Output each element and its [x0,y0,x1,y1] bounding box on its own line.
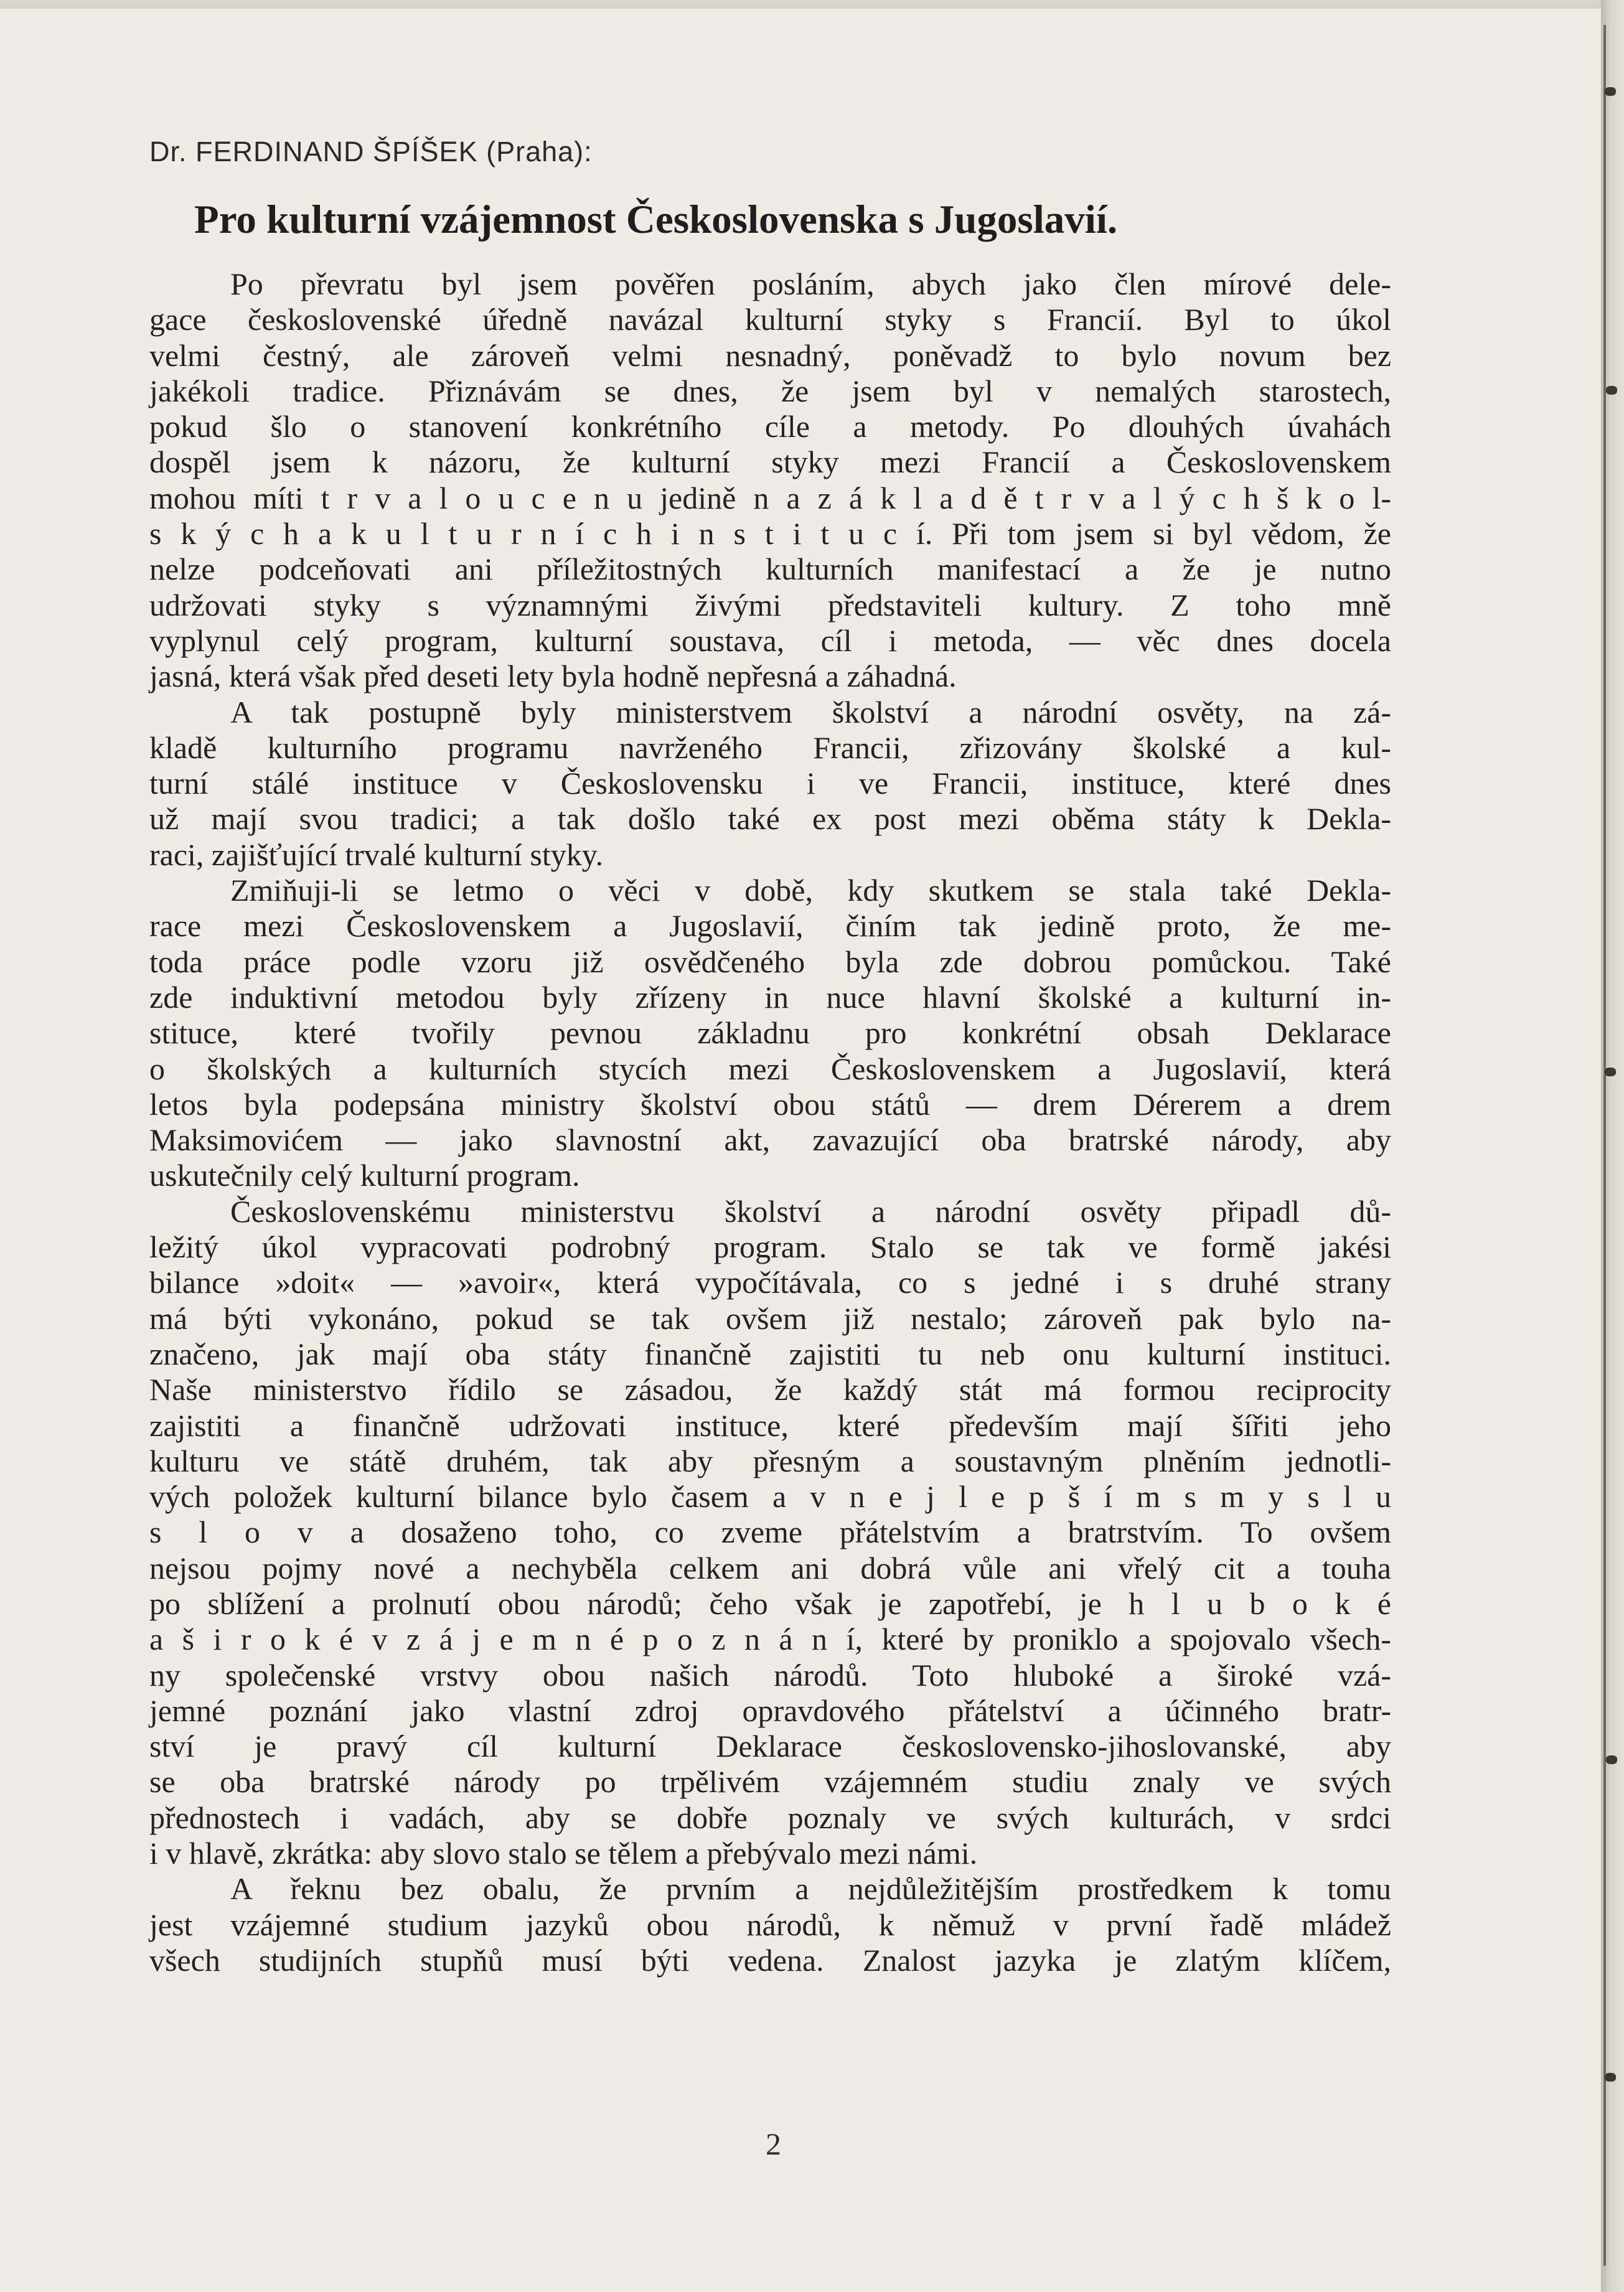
text-line: nejsou pojmy nové a nechyběla celkem ani dobrá vůle ani vřelý cit a touha [149,1550,1391,1585]
text-line: letos byla podepsána ministry školství obou států — drem Dérerem a drem [149,1086,1391,1122]
author-byline: Dr. FERDINAND ŠPÍŠEK (Praha): [149,136,593,167]
text-line: jemné poznání jako vlastní zdroj opravdového přátelství a účinného bratr- [149,1693,1391,1728]
text-line: už mají svou tradici; a tak došlo také ex post mezi oběma státy k Dekla- [149,801,1391,837]
text-line: stituce, které tvořily pevnou základnu pro konkrétní obsah Deklarace [149,1015,1391,1051]
text-line: zde induktivní metodou byly zřízeny in nuce hlavní školské a kulturní in- [149,979,1391,1015]
text-line: Maksimovićem — jako slavnostní akt, zavazující oba bratrské národy, aby [149,1122,1391,1158]
text-line: A řeknu bez obalu, že prvním a nejdůležitějším prostředkem k tomu [230,1871,1391,1907]
text-line: dospěl jsem k názoru, že kulturní styky mezi Francií a Československem [149,444,1391,480]
text-line: a š i r o k é v z á j e m n é p o z n á n í, které by proniklo a spojovalo všech- [149,1622,1391,1657]
text-line: má býti vykonáno, pokud se tak ovšem již nestalo; zároveň pak bylo na- [149,1300,1391,1336]
text-line: kulturu ve státě druhém, tak aby přesným a soustavným plněním jednotli- [149,1443,1391,1478]
text-line: po sblížení a prolnutí obou národů; čeho však je zapotřebí, je h l u b o k é [149,1585,1391,1621]
text-line: přednostech i vadách, aby se dobře poznaly ve svých kulturách, v srdci [149,1800,1391,1835]
binding-mark [1606,386,1617,395]
article-title: Pro kulturní vzájemnost Československa s Jugoslavií. [194,197,1118,242]
text-line: jest vzájemné studium jazyků obou národů, k němuž v první řadě mládež [149,1907,1391,1942]
text-line: Československému ministerstvu školství a národní osvěty připadl dů- [230,1193,1391,1229]
text-line: vyplynul celý program, kulturní soustava, cíl i metoda, — věc dnes docela [149,622,1391,658]
article-body [149,266,1391,1978]
binding-mark [1605,2073,1616,2082]
text-line: mohou míti t r v a l o u c e n u jedině n a z á k l a d ě t r v a l ý c h š k o l- [149,480,1391,515]
text-line: i v hlavě, zkrátka: aby slovo stalo se tělem a přebývalo mezi námi. [149,1836,978,1871]
text-line: A tak postupně byly ministerstvem školství a národní osvěty, na zá- [230,694,1391,730]
text-line: velmi čestný, ale zároveň velmi nesnadný, poněvadž to bylo novum bez [149,337,1391,373]
text-line: ny společenské vrstvy obou našich národů. Toto hluboké a široké vzá- [149,1657,1391,1693]
text-line: uskutečnily celý kulturní program. [149,1158,580,1193]
text-line: bilance »doit« — »avoir«, která vypočítávala, co s jedné i s druhé strany [149,1265,1391,1300]
scan-top-edge [0,0,1624,9]
binding-mark [1605,87,1616,96]
binding-mark [1605,1068,1616,1076]
text-line: ležitý úkol vypracovati podrobný program. Stalo se tak ve formě jakési [149,1229,1391,1265]
text-line: nelze podceňovati ani příležitostných kulturních manifestací a že je nutno [149,552,1391,587]
text-line: gace československé úředně navázal kulturní styky s Francií. Byl to úkol [149,302,1391,337]
text-line: turní stálé instituce v Československu i ve Francii, instituce, které dnes [149,766,1391,801]
text-line: pokud šlo o stanovení konkrétního cíle a metody. Po dlouhých úvahách [149,409,1391,444]
text-line: se oba bratrské národy po trpělivém vzájemném studiu znaly ve svých [149,1764,1391,1800]
text-line: vých položek kulturní bilance bylo časem a v n e j l e p š í m s m y s l u [149,1479,1391,1515]
text-line: zajistiti a finančně udržovati instituce, které především mají šířiti jeho [149,1407,1391,1443]
text-line: ství je pravý cíl kulturní Deklarace československo-jihoslovanské, aby [149,1729,1391,1764]
text-line: Naše ministerstvo řídilo se zásadou, že každý stát má formou reciprocity [149,1372,1391,1407]
text-line: toda práce podle vzoru již osvědčeného byla zde dobrou pomůckou. Také [149,944,1391,979]
text-line: jakékoli tradice. Přiznávám se dnes, že jsem byl v nemalých starostech, [149,373,1391,408]
text-line: všech studijních stupňů musí býti vedena. Znalost jazyka je zlatým klíčem, [149,1942,1391,1978]
text-line: race mezi Československem a Jugoslavií, činím tak jedině proto, že me- [149,908,1391,944]
binding-line [1603,25,1606,2266]
text-line: jasná, která však před deseti lety byla hodně nepřesná a záhadná. [149,659,957,694]
text-line: s l o v a dosaženo toho, co zveme přátelstvím a bratrstvím. To ovšem [149,1515,1391,1550]
text-line: o školských a kulturních stycích mezi Československem a Jugoslavií, která [149,1051,1391,1086]
text-line: raci, zajišťující trvalé kulturní styky. [149,837,604,872]
text-line: Po převratu byl jsem pověřen posláním, abych jako člen mírové dele- [230,266,1391,301]
text-line: značeno, jak mají oba státy finančně zajistiti tu neb onu kulturní instituci. [149,1336,1391,1371]
page-number: 2 [766,2126,781,2161]
text-line: Zmiňuji-li se letmo o věci v době, kdy skutkem se stala také Dekla- [230,873,1391,908]
binding-mark [1606,1755,1617,1764]
text-line: udržovati styky s významnými živými představiteli kultury. Z toho mně [149,587,1391,622]
text-line: s k ý c h a k u l t u r n í c h i n s t i t u c í. Při tom jsem si byl vědom, že [149,516,1391,552]
text-line: kladě kulturního programu navrženého Francii, zřizovány školské a kul- [149,730,1391,765]
